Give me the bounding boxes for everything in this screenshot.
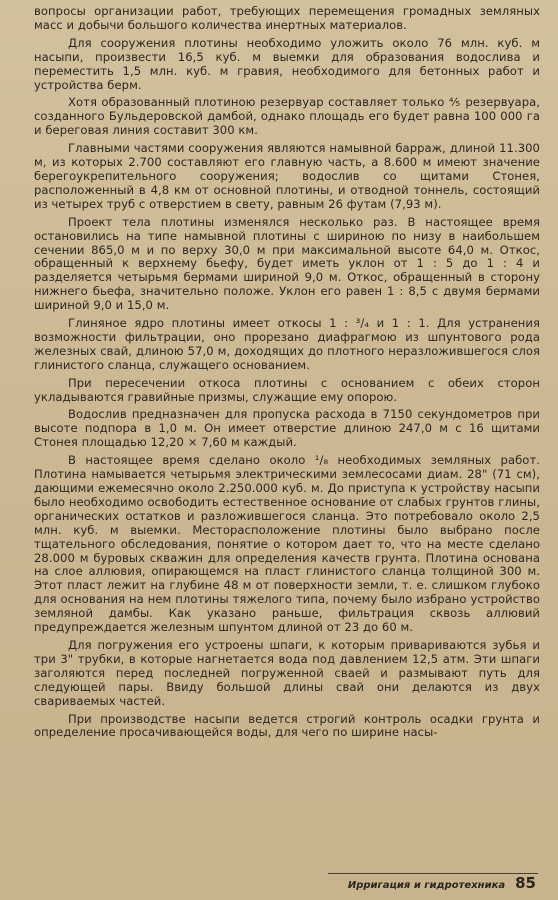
paragraph: Хотя образованный плотиною резервуар составляет только ⅘ резервуара, созданного Бульдеровской дамбой, однако площадь его будет равна 100 000 га и береговая линия составит 300 км. [34, 95, 540, 138]
paragraph: При производстве насыпи ведется строгий контроль осадки грунта и определение просачивающейся воды, для чего по ширине насы- [34, 711, 540, 740]
paragraph: вопросы организации работ, требующих перемещения громадных земляных масс и добычи большого количества инертных материалов. [34, 4, 540, 32]
paragraph: Для погружения его устроены шпаги, к которым привариваются зубья и три 3" трубки, в которые нагнетается вода под давлением 12,5 атм. Эти шпаги заголяются перед последней погруженной сваей и размывают путь для следующей пары. Ввиду большой длины свай они делаются из двух свариваемых частей. [34, 637, 540, 708]
paragraph: При пересечении откоса плотины с основанием с обеих сторон укладываются гравийные призмы, служащие ему опорою. [34, 375, 540, 404]
paragraph: В настоящее время сделано около ¹/₈ необходимых земляных работ. Плотина намывается четырьмя электрическими землесосами диам. 28" (71 см), дающими ежемесячно около 2.250.000 куб. м. До приступа к устройству насыпи было необходимо освободить естественное основание от слабых грунтов глины, органических остатков и разложившегося сланца. Это потребовало около 2,5 млн. куб. м выемки. Месторасположение плотины было выбрано после тщательного обследования, понятие о котором дает то, что на месте сделано 28.000 м буровых скважин для определения качеств грунта. Плотина основана на слое аллювия, опирающемся на пласт глинистого сланца толщиной 300 м. Этот пласт лежит на глубине 48 м от поверхности земли, т. е. слишком глубоко для основания на нем плотины тяжелого типа, почему было избрано устройство земляной дамбы. Как указано раньше, фильтрация сквозь аллювий предупреждается железным шпунтом длиной от 23 до 60 м. [34, 453, 540, 635]
body-text [34, 5, 540, 744]
page-number: 85 [515, 874, 536, 892]
paragraph: Главными частями сооружения являются намывной барраж, длиной 11.300 м, из которых 2.700 составляют его главную часть, а 8.600 м имеют значение берегоукрепительного сооружения; водослив со щитами Стонея, расположенный в 4,8 км от основной плотины, и отводной тоннель, состоящий из четырех труб с отверстием в свету, равным 26 футам (7,93 м). [34, 141, 540, 211]
page-footer [348, 874, 536, 892]
paragraph: Проект тела плотины изменялся несколько раз. В настоящее время остановились на типе намывной плотины с шириною по низу в наибольшем сечении 865,0 м и по верху 30,0 м при максимальной высоте 64,0 м. Откос, обращенный к верхнему бьефу, будет иметь уклон от 1 : 5 до 1 : 4 и разделяется четырьмя бермами шириной 9,0 м. Откос, обращенный в сторону нижнего бьефа, значительно положе. Уклон его равен 1 : 8,5 с двумя бермами шириной 9,0 и 15,0 м. [34, 214, 540, 313]
running-title: Ирригация и гидротехника [347, 880, 506, 891]
paragraph: Для сооружения плотины необходимо уложить около 76 млн. куб. м насыпи, произвести 16,5 куб. м выемки для образования водослива и переместить 1,5 млн. куб. м гравия, необходимого для бетонных работ и устройства берм. [34, 35, 540, 92]
paragraph: Водослив предназначен для пропуска расхода в 7150 секундометров при высоте подпора в 1,0 м. Он имеет отверстие длиною 247,0 м с 16 щитами Стонея площадью 12,20 × 7,60 м каждый. [34, 407, 540, 450]
paragraph: Глиняное ядро плотины имеет откосы 1 : ³/₄ и 1 : 1. Для устранения возможности фильтрации, оно прорезано диафрагмою из шпунтового рода железных свай, длиною 57,0 м, доходящих до плотного неразложившегося слоя глинистого сланца, служащего основанием. [34, 316, 540, 372]
